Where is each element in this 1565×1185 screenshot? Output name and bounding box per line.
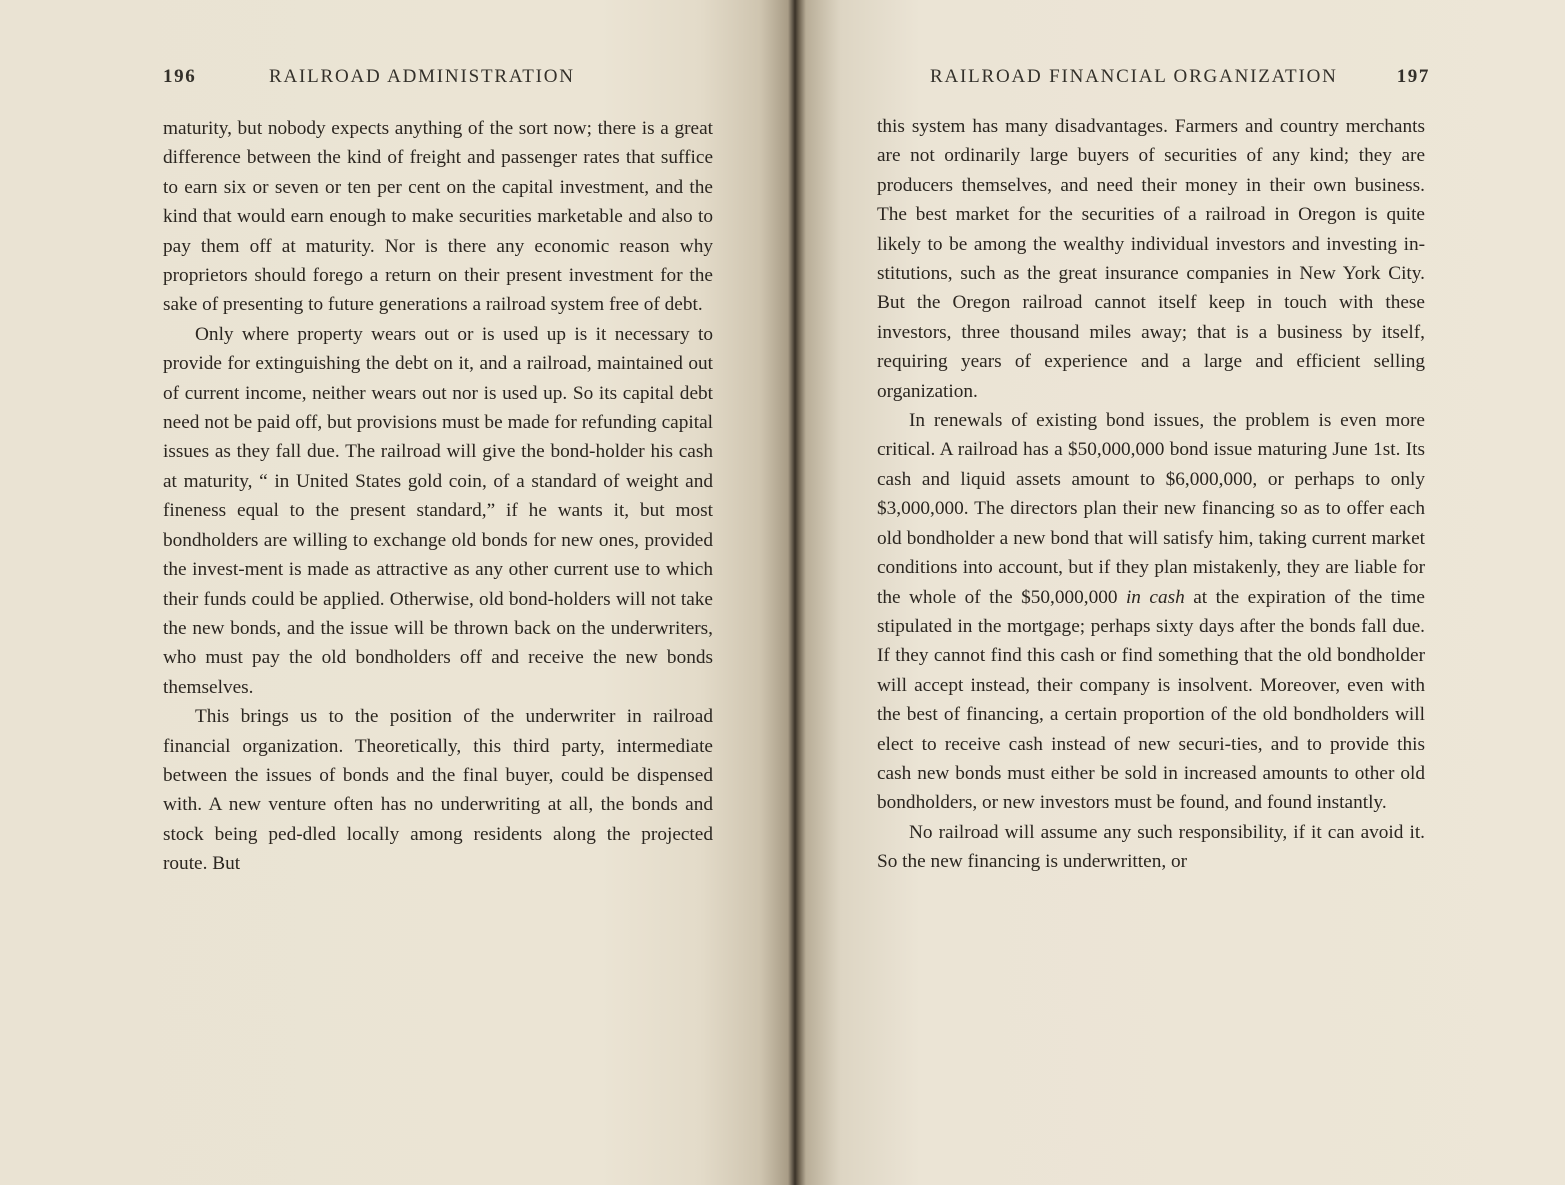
left-running-title: RAILROAD ADMINISTRATION <box>269 66 575 87</box>
right-running-head <box>930 64 1430 94</box>
left-running-head <box>163 64 711 94</box>
renewals-text-end: at the expiration of the time stipulated in the mortgage; perhaps sixty days after the bonds fall due. If they cannot find this cash or find something that the old bondholder will accept instead, their company is insolvent. Moreover, even with the best of financing, a certain proportion of the old bondholders will elect to receive cash instead of new securi-ties, and to provide this cash new bonds must either be sold in increased amounts to other old bondholders, or new investors must be found, and found instantly. <box>877 586 1425 814</box>
right-paragraph-3: No railroad will assume any such responsibility, if it can avoid it. So the new financing is underwritten, or <box>877 821 1425 873</box>
right-text-block <box>877 112 1425 877</box>
renewals-text-start: In renewals of existing bond issues, the problem is even more critical. A railroad has a $50,000,000 bond issue maturing June 1st. Its cash and liquid assets amount to $6,000,000, or perhaps to only $3,000,000. The directors plan their new financing so as to offer each old bondholder a new bond that will satisfy him, taking current market conditions into account, but if they plan mistakenly, they are liable for the whole of the $50,000,000 <box>877 410 1425 608</box>
italic-in-cash: in cash <box>1125 586 1185 608</box>
left-page-number: 196 <box>163 66 197 87</box>
right-paragraph-1: this system has many disadvantages. Farmers and country merchants are not ordinarily large buyers of securities of any kind; they are producers themselves, and need their money in their own business. The best market for the securities of a railroad in Oregon is quite likely to be among the wealthy individual investors and investing in-stitutions, such as the great insurance companies in New York City. But the Oregon railroad cannot itself keep in touch with these investors, three thousand miles away; that is a business by itself, requiring years of experience and a large and efficient selling organization. <box>877 116 1425 402</box>
left-paragraph-2: Only where property wears out or is used up is it necessary to provide for extinguishing the debt on it, and a railroad, maintained out of current income, neither wears out nor is used up. So its capital debt need not be paid off, but provisions must be made for refunding capital issues as they fall due. The railroad will give the bond-holder his cash at maturity, “ in United States gold coin, of a standard of weight and fineness equal to the present standard,” if he wants it, but most bondholders are willing to exchange old bonds for new ones, provided the invest-ment is made as attractive as any other current use to which their funds could be applied. Otherwise, old bond-holders will not take the new bonds, and the issue will be thrown back on the underwriters, who must pay the old bondholders off and receive the new bonds themselves. <box>163 323 713 698</box>
right-paragraph-2 <box>877 406 1425 818</box>
left-paragraph-3: This brings us to the position of the underwriter in railroad financial organization. Theoretically, this third party, intermediate between the issues of bonds and the final buyer, could be dispensed with. A new venture often has no underwriting at all, the bonds and stock being ped-dled locally among residents along the projected route. But <box>163 706 713 875</box>
right-running-title: RAILROAD FINANCIAL ORGANIZATION <box>930 66 1338 87</box>
left-text-block <box>163 114 713 879</box>
left-paragraph-1: maturity, but nobody expects anything of the sort now; there is a great difference between the kind of freight and passenger rates that suffice to earn six or seven or ten per cent on the capital investment, and the kind that would earn enough to make securities marketable and also to pay them off at maturity. Nor is there any economic reason why proprietors should forego a return on their present investment for the sake of presenting to future generations a railroad system free of debt. <box>163 118 713 316</box>
right-page-number: 197 <box>1396 66 1430 87</box>
